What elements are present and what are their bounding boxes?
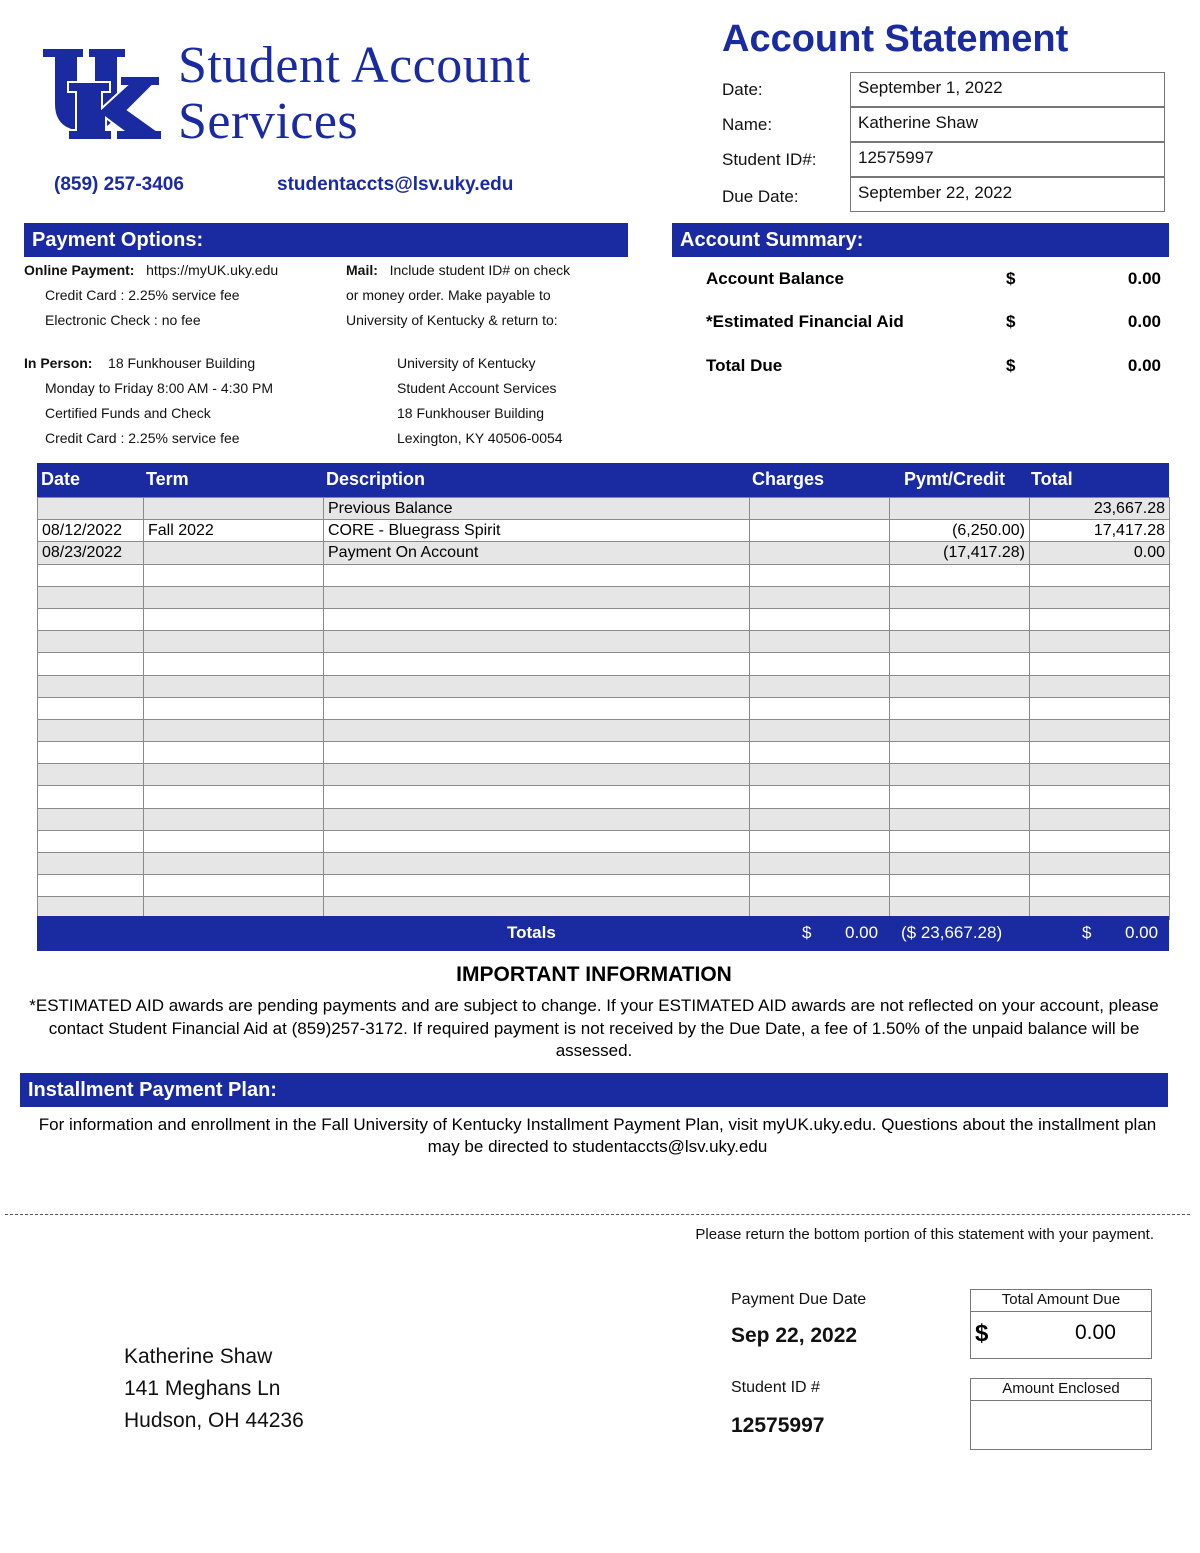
student-id-field: 12575997	[850, 142, 1165, 177]
table-cell	[38, 830, 144, 852]
table-cell	[750, 764, 890, 786]
payment-options-header: Payment Options:	[24, 223, 628, 257]
online-credit-card: Credit Card : 2.25% service fee	[45, 287, 240, 303]
col-term: Term	[146, 469, 189, 489]
table-cell	[890, 808, 1030, 830]
table-cell	[144, 697, 324, 719]
table-cell	[750, 564, 890, 586]
table-cell	[890, 764, 1030, 786]
table-cell	[38, 875, 144, 897]
totals-charges-currency: $	[802, 923, 812, 942]
table-cell	[1030, 853, 1170, 875]
totals-bar	[37, 916, 1169, 951]
table-cell	[890, 498, 1030, 520]
table-row	[38, 830, 1170, 852]
uk-logo	[40, 42, 162, 142]
mail-label: Mail:	[346, 262, 378, 278]
amount-enclosed-box[interactable]	[970, 1378, 1152, 1450]
table-cell	[750, 853, 890, 875]
table-cell: 08/12/2022	[38, 520, 144, 542]
totals-total: 0.00	[1125, 923, 1159, 942]
table-cell	[750, 520, 890, 542]
mail-line-2: or money order. Make payable to	[346, 287, 551, 303]
mail-line-1: Include student ID# on check	[389, 262, 571, 278]
table-row	[38, 653, 1170, 675]
table-cell: (17,417.28)	[890, 542, 1030, 564]
totals-credit: ($ 23,667.28)	[901, 923, 1003, 942]
table-cell	[750, 608, 890, 630]
mailing-street: 141 Meghans Ln	[124, 1377, 281, 1400]
table-cell	[144, 675, 324, 697]
slip-student-id-value: 12575997	[731, 1414, 825, 1437]
mail-line-3: University of Kentucky & return to:	[346, 312, 558, 328]
table-cell	[750, 830, 890, 852]
table-cell	[38, 564, 144, 586]
student-id-label: Student ID#:	[722, 150, 817, 169]
table-cell	[890, 875, 1030, 897]
important-text: *ESTIMATED AID awards are pending payments and are subject to change. If your ESTIMATED AID awards are not reflected on your account, please contact Student Financial Aid at (859)257-3172. If required payment is not received by the Due Date, a fee of 1.50% of the unpaid balance will be assessed.	[29, 996, 1159, 1060]
table-cell	[144, 498, 324, 520]
table-row	[38, 564, 1170, 586]
table-cell	[750, 719, 890, 741]
table-row	[38, 853, 1170, 875]
mailing-address-line-1: University of Kentucky	[397, 355, 536, 371]
account-summary-header: Account Summary:	[672, 223, 1169, 257]
table-cell	[1030, 830, 1170, 852]
table-cell	[144, 808, 324, 830]
balance-currency: $	[1006, 269, 1016, 288]
table-cell	[38, 653, 144, 675]
table-row	[38, 675, 1170, 697]
table-cell	[890, 608, 1030, 630]
table-cell	[38, 586, 144, 608]
table-cell	[1030, 697, 1170, 719]
return-note: Please return the bottom portion of this statement with your payment.	[695, 1226, 1154, 1243]
table-row	[38, 586, 1170, 608]
due-date-field: September 22, 2022	[850, 177, 1165, 212]
total-due-currency: $	[1006, 356, 1016, 375]
payment-due-value: Sep 22, 2022	[731, 1324, 858, 1347]
table-cell	[38, 808, 144, 830]
table-cell: 17,417.28	[1030, 520, 1170, 542]
table-cell	[890, 586, 1030, 608]
table-cell: Previous Balance	[324, 498, 750, 520]
brand-name	[178, 38, 531, 150]
table-cell	[750, 586, 890, 608]
total-amount-due-label: Total Amount Due	[971, 1290, 1151, 1312]
amount-enclosed-label: Amount Enclosed	[971, 1379, 1151, 1401]
table-cell	[1030, 631, 1170, 653]
table-cell	[324, 608, 750, 630]
aid-value: 0.00	[1127, 312, 1161, 331]
in-person-location: 18 Funkhouser Building	[108, 355, 256, 371]
table-cell	[890, 742, 1030, 764]
mailing-city: Hudson, OH 44236	[124, 1409, 304, 1432]
table-cell	[38, 786, 144, 808]
table-cell	[144, 586, 324, 608]
table-cell	[1030, 808, 1170, 830]
balance-value: 0.00	[1127, 269, 1161, 288]
payment-due-label: Payment Due Date	[731, 1291, 867, 1308]
table-cell	[144, 786, 324, 808]
mailing-address-line-4: Lexington, KY 40506-0054	[397, 430, 563, 446]
table-cell	[1030, 742, 1170, 764]
table-cell	[144, 608, 324, 630]
table-cell	[750, 653, 890, 675]
col-charges: Charges	[752, 469, 825, 489]
table-cell	[890, 719, 1030, 741]
table-cell	[1030, 586, 1170, 608]
table-row	[38, 786, 1170, 808]
table-cell	[38, 742, 144, 764]
mailing-address-block	[397, 351, 563, 451]
table-cell	[38, 608, 144, 630]
table-cell: 0.00	[1030, 542, 1170, 564]
mailing-address-line-2: Student Account Services	[397, 380, 557, 396]
online-payment-block	[24, 258, 278, 333]
table-row	[38, 808, 1170, 830]
table-cell	[890, 653, 1030, 675]
table-cell	[1030, 675, 1170, 697]
table-cell	[750, 675, 890, 697]
table-cell	[324, 742, 750, 764]
table-cell	[324, 586, 750, 608]
transactions-table	[37, 497, 1170, 920]
table-cell	[38, 675, 144, 697]
table-cell	[324, 875, 750, 897]
online-url: https://myUK.uky.edu	[146, 262, 279, 278]
table-cell	[890, 830, 1030, 852]
table-cell	[38, 498, 144, 520]
table-cell	[750, 742, 890, 764]
table-cell: 23,667.28	[1030, 498, 1170, 520]
in-person-credit-card: Credit Card : 2.25% service fee	[45, 430, 240, 446]
aid-currency: $	[1006, 312, 1016, 331]
table-cell	[144, 742, 324, 764]
totals-charges: 0.00	[845, 923, 879, 942]
total-amount-value: 0.00	[1075, 1321, 1116, 1344]
installment-text: For information and enrollment in the Fall University of Kentucky Installment Payment Plan, visit myUK.uky.edu. Questions about the installment plan may be directed to studentaccts@lsv.uky.edu	[38, 1115, 1157, 1156]
mail-block	[346, 258, 570, 333]
slip-student-id-label: Student ID #	[731, 1379, 820, 1396]
table-cell	[890, 697, 1030, 719]
table-cell	[324, 719, 750, 741]
aid-label: *Estimated Financial Aid	[706, 312, 904, 331]
table-cell	[1030, 719, 1170, 741]
table-cell: 08/23/2022	[38, 542, 144, 564]
table-cell	[324, 631, 750, 653]
table-row	[38, 520, 1170, 542]
table-cell	[324, 808, 750, 830]
table-cell	[144, 653, 324, 675]
table-cell	[144, 542, 324, 564]
table-cell	[890, 786, 1030, 808]
table-cell	[750, 498, 890, 520]
table-cell	[750, 631, 890, 653]
total-due-value: 0.00	[1127, 356, 1161, 375]
table-cell	[1030, 653, 1170, 675]
table-cell	[324, 697, 750, 719]
date-field: September 1, 2022	[850, 72, 1165, 107]
due-date-label: Due Date:	[722, 187, 799, 206]
online-echeck: Electronic Check : no fee	[45, 312, 201, 328]
totals-total-currency: $	[1082, 923, 1092, 942]
brand-line-2: Services	[178, 93, 359, 150]
table-cell	[144, 564, 324, 586]
col-total: Total	[1031, 469, 1073, 489]
mailing-address-line-3: 18 Funkhouser Building	[397, 405, 545, 421]
table-cell	[38, 631, 144, 653]
in-person-block	[24, 351, 273, 451]
table-row	[38, 875, 1170, 897]
installment-header: Installment Payment Plan:	[20, 1073, 1168, 1107]
table-cell	[1030, 786, 1170, 808]
col-description: Description	[326, 469, 426, 489]
table-row	[38, 697, 1170, 719]
table-cell	[1030, 608, 1170, 630]
table-cell	[324, 830, 750, 852]
table-row	[38, 608, 1170, 630]
table-cell	[890, 675, 1030, 697]
table-cell	[144, 719, 324, 741]
table-cell	[890, 853, 1030, 875]
table-row	[38, 719, 1170, 741]
balance-label: Account Balance	[706, 269, 844, 288]
statement-title: Account Statement	[722, 18, 1069, 60]
table-row	[38, 764, 1170, 786]
mailing-name: Katherine Shaw	[124, 1345, 273, 1368]
in-person-funds: Certified Funds and Check	[45, 405, 211, 421]
table-cell	[38, 719, 144, 741]
totals-label: Totals	[507, 923, 556, 942]
total-amount-currency: $	[975, 1320, 989, 1347]
table-cell	[144, 875, 324, 897]
table-cell	[38, 764, 144, 786]
total-due-label: Total Due	[706, 356, 783, 375]
table-cell	[144, 764, 324, 786]
table-cell: Fall 2022	[144, 520, 324, 542]
table-cell	[324, 564, 750, 586]
table-cell	[144, 830, 324, 852]
table-cell: Payment On Account	[324, 542, 750, 564]
online-payment-label: Online Payment:	[24, 262, 135, 278]
phone-number: (859) 257-3406	[54, 174, 184, 195]
total-amount-due-box	[970, 1289, 1152, 1359]
table-cell	[324, 853, 750, 875]
table-cell	[144, 631, 324, 653]
table-row	[38, 631, 1170, 653]
table-cell	[1030, 564, 1170, 586]
table-row	[38, 542, 1170, 564]
in-person-hours: Monday to Friday 8:00 AM - 4:30 PM	[45, 380, 273, 396]
name-label: Name:	[722, 115, 773, 134]
email-address: studentaccts@lsv.uky.edu	[277, 174, 514, 195]
col-pymt-credit: Pymt/Credit	[904, 469, 1006, 489]
table-row	[38, 498, 1170, 520]
important-title: IMPORTANT INFORMATION	[456, 963, 732, 986]
table-cell	[750, 808, 890, 830]
table-cell	[750, 875, 890, 897]
table-cell	[750, 542, 890, 564]
table-cell	[144, 853, 324, 875]
transactions-header	[37, 463, 1169, 497]
date-label: Date:	[722, 80, 763, 99]
table-cell	[750, 786, 890, 808]
cut-line	[5, 1214, 1190, 1215]
table-cell	[324, 675, 750, 697]
col-date: Date	[41, 469, 81, 489]
table-cell	[1030, 764, 1170, 786]
name-field: Katherine Shaw	[850, 107, 1165, 142]
in-person-label: In Person:	[24, 355, 93, 371]
table-cell	[38, 697, 144, 719]
brand-line-1: Student Account	[178, 37, 531, 94]
table-cell	[1030, 875, 1170, 897]
table-cell: (6,250.00)	[890, 520, 1030, 542]
table-cell	[324, 764, 750, 786]
table-row	[38, 742, 1170, 764]
table-cell: CORE - Bluegrass Spirit	[324, 520, 750, 542]
table-cell	[890, 631, 1030, 653]
table-cell	[750, 697, 890, 719]
table-cell	[890, 564, 1030, 586]
table-cell	[324, 653, 750, 675]
table-cell	[38, 853, 144, 875]
table-cell	[324, 786, 750, 808]
